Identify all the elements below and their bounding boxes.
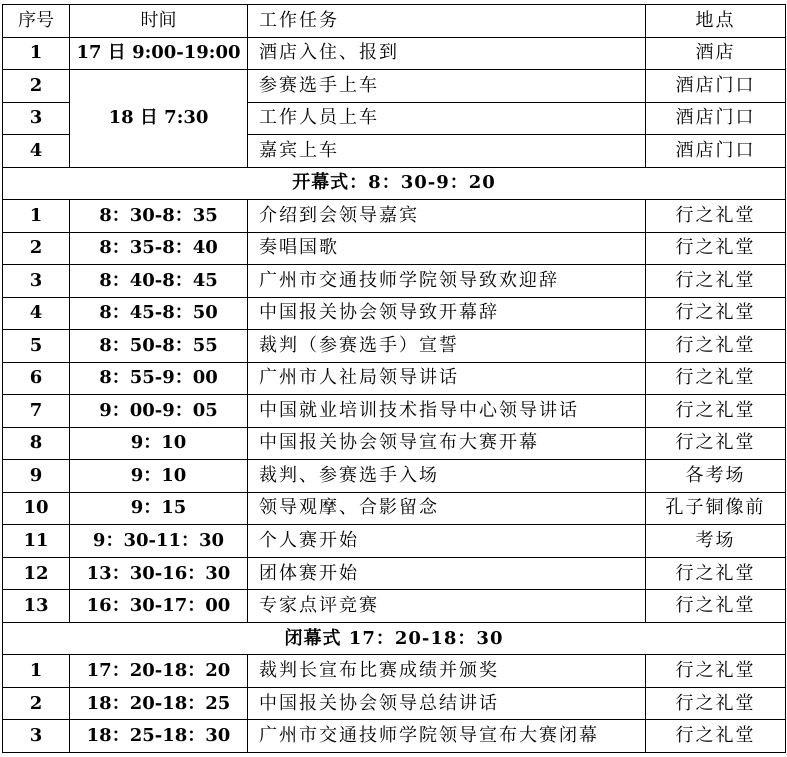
row-location: 行之礼堂	[646, 427, 786, 460]
table-row	[3, 37, 786, 70]
row-location: 酒店门口	[646, 102, 786, 135]
row-number: 1	[3, 37, 70, 70]
row-location: 行之礼堂	[646, 720, 786, 753]
header-task: 工作任务	[248, 5, 646, 38]
row-time: 8：45-8：50	[70, 297, 248, 330]
row-time: 9：30-11：30	[70, 525, 248, 558]
header-time: 时间	[70, 5, 248, 38]
table-row	[3, 395, 786, 428]
row-number: 1	[3, 200, 70, 233]
row-task: 个人赛开始	[248, 525, 646, 558]
table-row	[3, 557, 786, 590]
row-location: 酒店	[646, 37, 786, 70]
row-task: 专家点评竞赛	[248, 590, 646, 623]
row-time: 18：25-18：30	[70, 720, 248, 753]
section-row-opening	[3, 167, 786, 200]
table-row	[3, 655, 786, 688]
table-row	[3, 330, 786, 363]
closing-title: 闭幕式 17：20-18：30	[3, 622, 786, 655]
row-number: 2	[3, 70, 70, 103]
row-number: 9	[3, 460, 70, 493]
table-row	[3, 297, 786, 330]
row-location: 行之礼堂	[646, 590, 786, 623]
row-number: 2	[3, 232, 70, 265]
row-time: 9：15	[70, 492, 248, 525]
row-task: 介绍到会领导嘉宾	[248, 200, 646, 233]
row-time: 17：20-18：20	[70, 655, 248, 688]
row-number: 8	[3, 427, 70, 460]
row-task: 中国报关协会领导致开幕辞	[248, 297, 646, 330]
row-number: 10	[3, 492, 70, 525]
header-row	[3, 5, 786, 38]
row-task: 裁判（参赛选手）宣誓	[248, 330, 646, 363]
table-row	[3, 492, 786, 525]
table-row	[3, 200, 786, 233]
row-number: 11	[3, 525, 70, 558]
table-row	[3, 525, 786, 558]
row-number: 6	[3, 362, 70, 395]
row-number: 5	[3, 330, 70, 363]
row-location: 行之礼堂	[646, 232, 786, 265]
row-time: 9：10	[70, 427, 248, 460]
row-task: 中国报关协会领导总结讲话	[248, 687, 646, 720]
row-task: 广州市交通技师学院领导宣布大赛闭幕	[248, 720, 646, 753]
row-number: 4	[3, 135, 70, 168]
row-number: 1	[3, 655, 70, 688]
row-number: 7	[3, 395, 70, 428]
row-location: 行之礼堂	[646, 200, 786, 233]
row-time: 8：50-8：55	[70, 330, 248, 363]
table-row	[3, 590, 786, 623]
row-time: 16：30-17：00	[70, 590, 248, 623]
row-number: 4	[3, 297, 70, 330]
row-number: 3	[3, 720, 70, 753]
row-location: 行之礼堂	[646, 330, 786, 363]
row-time: 8：40-8：45	[70, 265, 248, 298]
row-task: 工作人员上车	[248, 102, 646, 135]
row-task: 广州市交通技师学院领导致欢迎辞	[248, 265, 646, 298]
row-number: 3	[3, 102, 70, 135]
table-row	[3, 362, 786, 395]
row-location: 行之礼堂	[646, 265, 786, 298]
schedule-table	[2, 4, 786, 753]
row-location: 行之礼堂	[646, 557, 786, 590]
row-time: 8：35-8：40	[70, 232, 248, 265]
table-row	[3, 720, 786, 753]
row-time-merged: 18 日 7:30	[70, 70, 248, 168]
row-location: 行之礼堂	[646, 687, 786, 720]
row-task: 裁判、参赛选手入场	[248, 460, 646, 493]
row-time: 8：55-9：00	[70, 362, 248, 395]
table-row	[3, 232, 786, 265]
row-location: 孔子铜像前	[646, 492, 786, 525]
row-time: 18：20-18：25	[70, 687, 248, 720]
table-row	[3, 460, 786, 493]
row-time: 9：10	[70, 460, 248, 493]
row-task: 领导观摩、合影留念	[248, 492, 646, 525]
row-number: 12	[3, 557, 70, 590]
table-row	[3, 687, 786, 720]
row-task: 中国就业培训技术指导中心领导讲话	[248, 395, 646, 428]
row-task: 酒店入住、报到	[248, 37, 646, 70]
row-number: 2	[3, 687, 70, 720]
table-row	[3, 427, 786, 460]
row-task: 奏唱国歌	[248, 232, 646, 265]
row-time: 9：00-9：05	[70, 395, 248, 428]
row-location: 各考场	[646, 460, 786, 493]
header-seq: 序号	[3, 5, 70, 38]
row-time: 8：30-8：35	[70, 200, 248, 233]
header-location: 地点	[646, 5, 786, 38]
row-time: 13：30-16：30	[70, 557, 248, 590]
table-row	[3, 70, 786, 103]
row-task: 中国报关协会领导宣布大赛开幕	[248, 427, 646, 460]
row-task: 团体赛开始	[248, 557, 646, 590]
row-location: 行之礼堂	[646, 655, 786, 688]
row-task: 嘉宾上车	[248, 135, 646, 168]
table-row	[3, 265, 786, 298]
row-number: 3	[3, 265, 70, 298]
row-number: 13	[3, 590, 70, 623]
opening-title: 开幕式：8：30-9：20	[3, 167, 786, 200]
row-task: 广州市人社局领导讲话	[248, 362, 646, 395]
row-task: 裁判长宣布比赛成绩并颁奖	[248, 655, 646, 688]
section-row-closing	[3, 622, 786, 655]
row-location: 酒店门口	[646, 135, 786, 168]
row-location: 酒店门口	[646, 70, 786, 103]
row-location: 行之礼堂	[646, 362, 786, 395]
row-location: 行之礼堂	[646, 395, 786, 428]
row-task: 参赛选手上车	[248, 70, 646, 103]
row-location: 考场	[646, 525, 786, 558]
row-time: 17 日 9:00-19:00	[70, 37, 248, 70]
row-location: 行之礼堂	[646, 297, 786, 330]
